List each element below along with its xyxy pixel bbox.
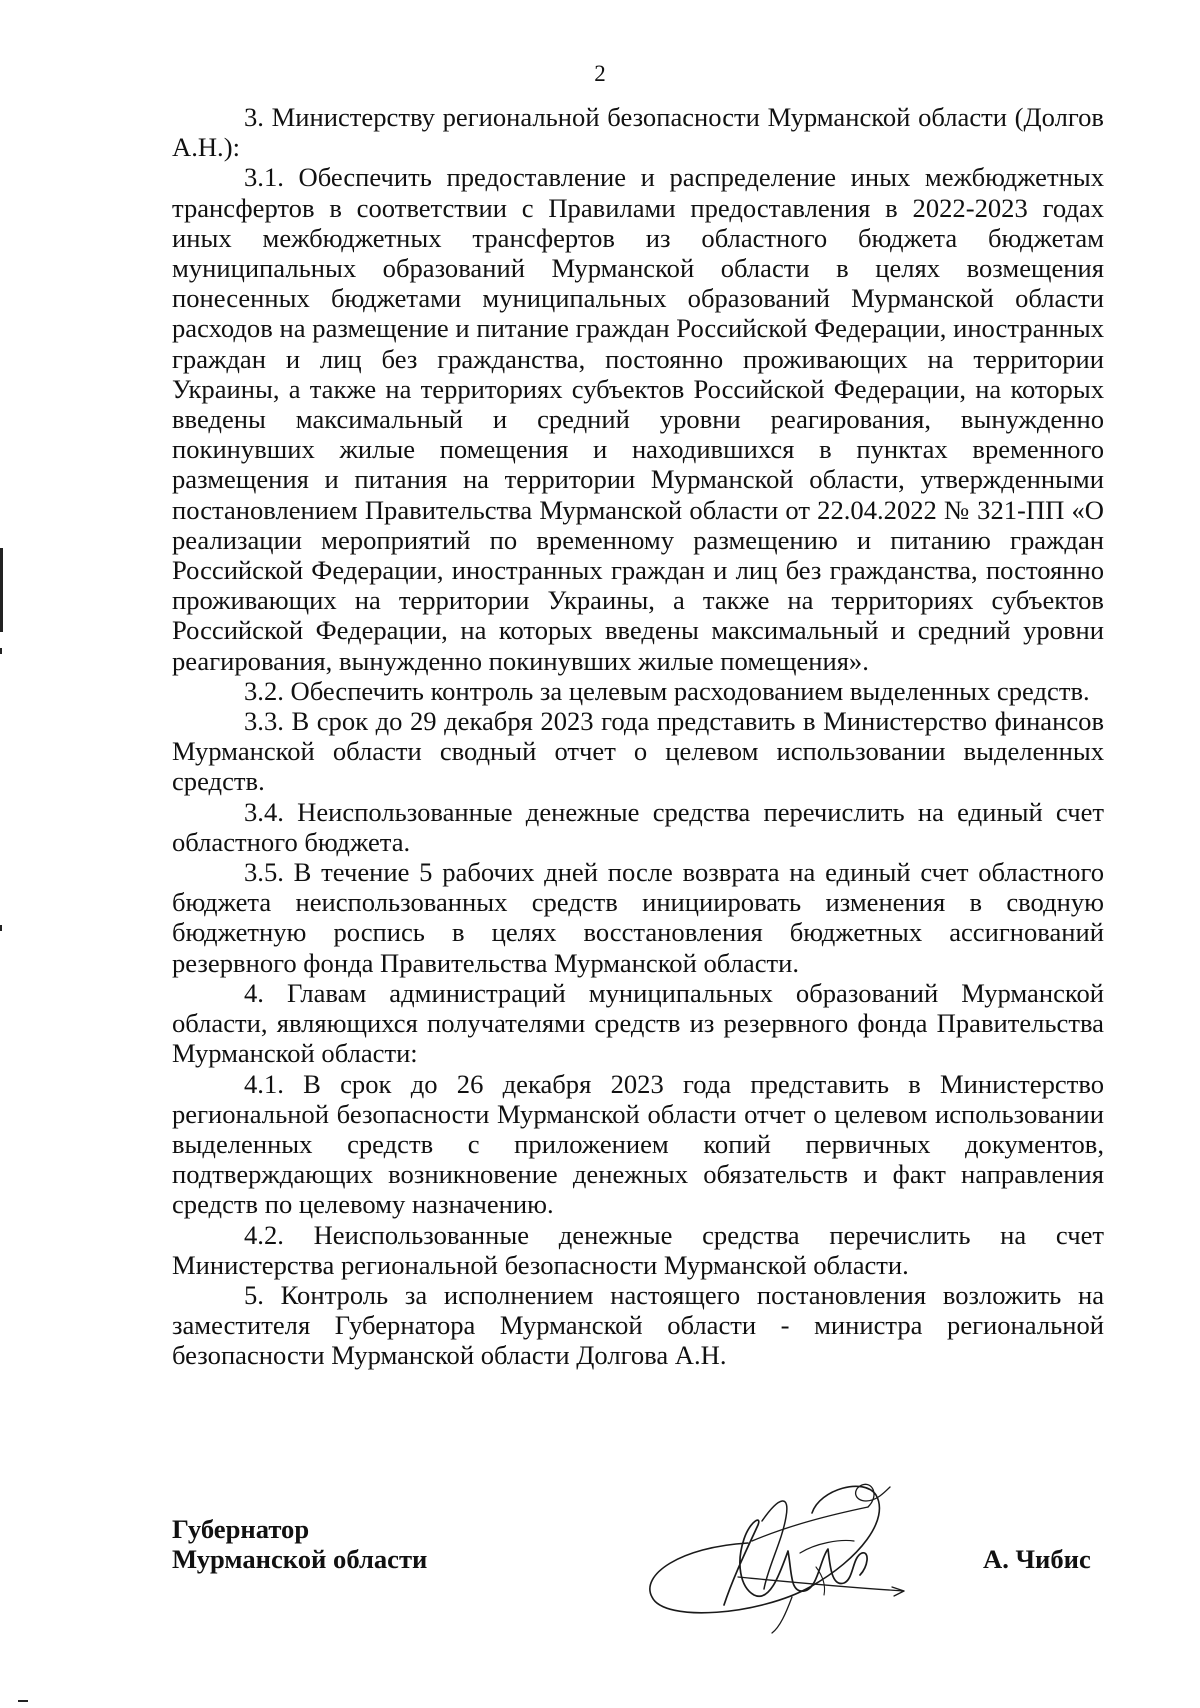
scan-edge-dot (0, 648, 2, 654)
scan-edge-dash (18, 1700, 28, 1702)
paragraph-4: 4. Главам администраций муниципальных образований Мурманской области, являющихся получателями средств из резервного фонда Правительства Мурманской области: (172, 977, 1104, 1069)
signatory-title-line-1: Губернатор (172, 1514, 310, 1544)
paragraph-3-2: 3.2. Обеспечить контроль за целевым расходованием выделенных средств. (244, 675, 1090, 706)
page-number: 2 (594, 61, 606, 86)
paragraph-5: 5. Контроль за исполнением настоящего постановления возложить на заместителя Губернатора Мурманской области - министра региональной безопасности Мурманской области Долгова А.Н. (172, 1279, 1104, 1371)
scan-edge-dot (0, 925, 2, 931)
document-body (172, 102, 1104, 1371)
paragraph-4-1: 4.1. В срок до 26 декабря 2023 года представить в Министерство региональной безопасности Мурманской области отчет о целевом использовании выделенных средств с приложением копий первичных документов, подтверждающих возникновение денежных обязательств и факт направления средств по целевому назначению. (172, 1068, 1104, 1220)
scan-edge-mark (0, 548, 3, 632)
paragraph-3: 3. Министерству региональной безопасности Мурманской области (Долгов А.Н.): (172, 102, 1104, 163)
paragraph-3-1: 3.1. Обеспечить предоставление и распределение иных межбюджетных трансфертов в соответствии с Правилами предоставления в 2022-2023 годах иных межбюджетных трансфертов из областного бюджета бюджетам муниципальных образований Мурманской области в целях возмещения понесенных бюджетами муниципальных образований Мурманской области расходов на размещение и питание граждан Российской Федерации, иностранных граждан и лиц без гражданства, постоянно проживающих на территории Украины, а также на территориях субъектов Российской Федерации, на которых введены максимальный и средний уровни реагирования, вынужденно покинувших жилые помещения и находившихся в пунктах временного размещения и питания на территории Мурманской области, утвержденными постановлением Правительства Мурманской области от 22.04.2022 № 321-ПП «О реализации мероприятий по временному размещению и питанию граждан Российской Федерации, иностранных граждан и лиц без гражданства, постоянно проживающих на территории Украины, а также на территориях субъектов Российской Федерации, на которых введены максимальный и средний уровни реагирования, вынужденно покинувших жилые помещения». (172, 162, 1104, 676)
paragraph-4-2: 4.2. Неиспользованные денежные средства перечислить на счет Министерства региональной безопасности Мурманской области. (172, 1219, 1104, 1280)
paragraph-3-4: 3.4. Неиспользованные денежные средства перечислить на единый счет областного бюджета. (172, 796, 1104, 857)
paragraph-3-5: 3.5. В течение 5 рабочих дней после возврата на единый счет областного бюджета неиспользованных средств инициировать изменения в сводную бюджетную роспись в целях восстановления бюджетных ассигнований резервного фонда Правительства Мурманской области. (172, 857, 1104, 978)
handwritten-signature (640, 1455, 960, 1635)
signatory-title (172, 1514, 427, 1574)
signatory-name: А. Чибис (983, 1544, 1091, 1574)
paragraph-3-3: 3.3. В срок до 29 декабря 2023 года представить в Министерство финансов Мурманской области сводный отчет о целевом использовании выделенных средств. (172, 706, 1104, 797)
signatory-title-line-2: Мурманской области (172, 1544, 428, 1574)
